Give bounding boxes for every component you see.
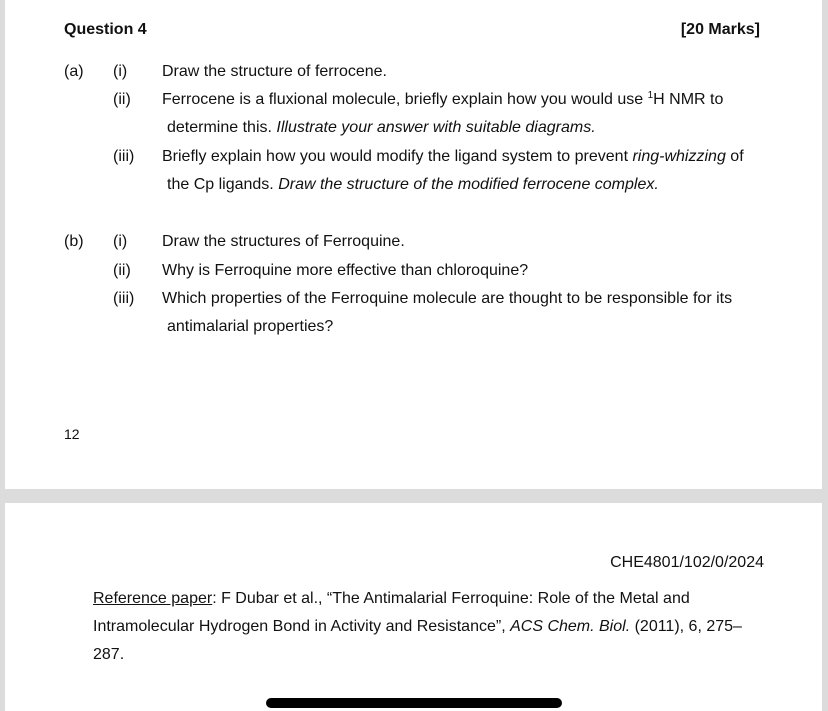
part-b-item-3-number: (iii) (113, 290, 135, 307)
part-a-item-3-number: (iii) (113, 148, 135, 165)
page-number: 12 (64, 426, 80, 442)
part-a-item-2-line-1: Ferrocene is a fluxional molecule, briefly explain how you would use $^1$H NMR to (162, 90, 724, 108)
part-b-item-1-text: Draw the structures of Ferroquine. (162, 233, 405, 250)
part-b-label: (b) (64, 233, 84, 250)
part-a-item-3-line-2: the Cp ligands. Draw the structure of the modified ferrocene complex. (167, 176, 659, 193)
part-a-item-1-number: (i) (113, 63, 128, 80)
part-b-item-3-line-1: Which properties of the Ferroquine molecule are thought to be responsible for its (162, 290, 733, 307)
course-code: CHE4801/102/0/2024 (610, 554, 764, 571)
part-a-item-1-text: Draw the structure of ferrocene. (162, 63, 387, 80)
reference-line-1: Reference paper: F Dubar et al., “The Antimalarial Ferroquine: Role of the Metal and (93, 590, 690, 607)
part-a-item-2-line-2: determine this. Illustrate your answer with suitable diagrams. (167, 119, 596, 136)
marks-label: [20 Marks] (680, 21, 760, 38)
part-b-item-3-line-2: antimalarial properties? (167, 318, 334, 335)
document-page-2 (5, 503, 822, 711)
part-a-item-2-number: (ii) (113, 91, 131, 108)
reference-line-3: 287. (93, 646, 125, 663)
reference-label: Reference paper (93, 590, 213, 607)
part-a-item-3-line-1: Briefly explain how you would modify the ligand system to prevent ring-whizzing of (162, 148, 744, 165)
part-b-item-2-number: (ii) (113, 262, 131, 279)
home-indicator-bar[interactable] (266, 698, 562, 708)
reference-line-2: Intramolecular Hydrogen Bond in Activity and Resistance”, ACS Chem. Biol. (2011), 6, 275– (93, 618, 742, 635)
part-b-item-2-text: Why is Ferroquine more effective than chloroquine? (162, 262, 529, 279)
part-a-label: (a) (64, 63, 84, 80)
document-page-1 (5, 0, 822, 489)
part-b-item-1-number: (i) (113, 233, 128, 250)
question-title: Question 4 (64, 21, 147, 38)
